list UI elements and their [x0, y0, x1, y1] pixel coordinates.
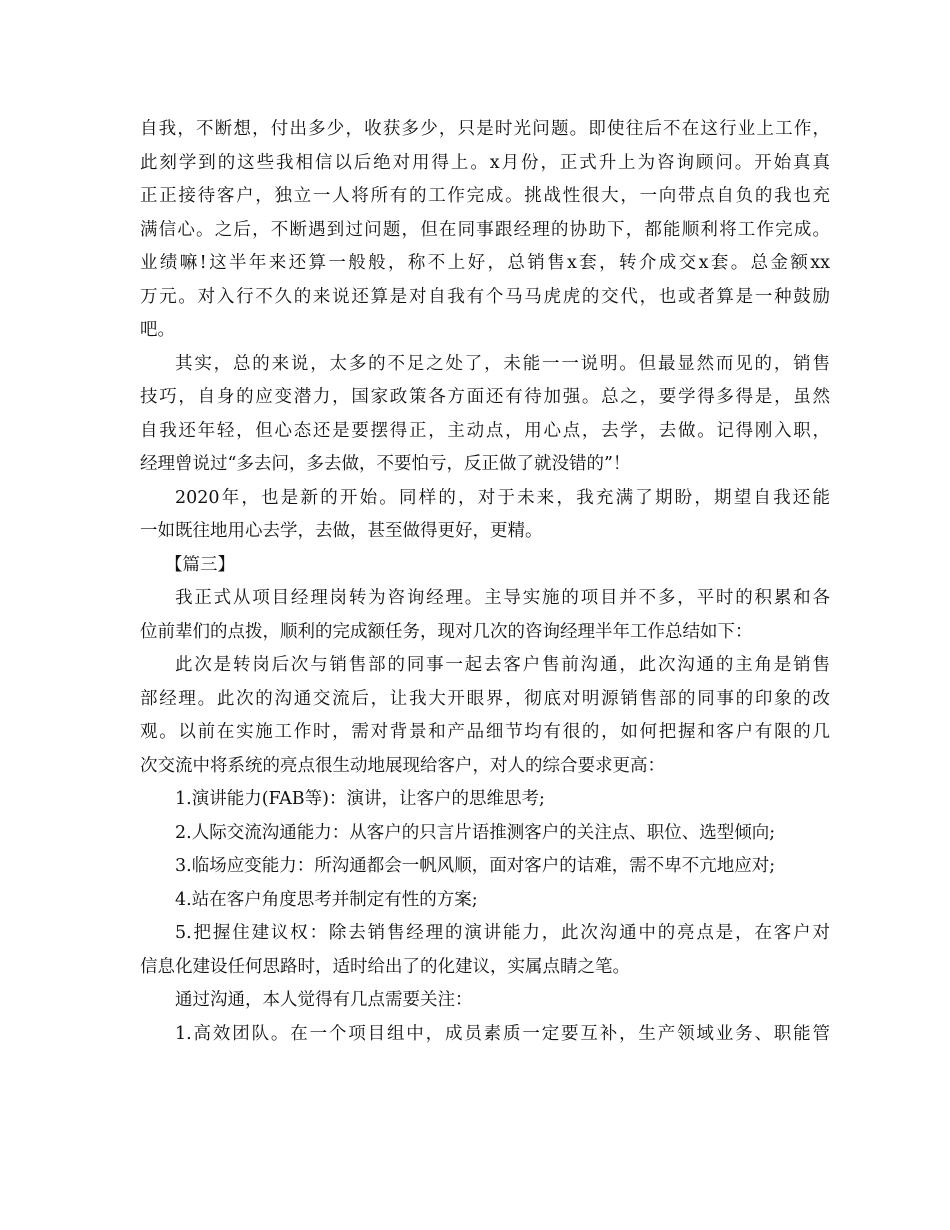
paragraph-first-line: 我正式从项目经理岗转为咨询经理。主导实施的项目并不多，平时的积累和各 — [175, 588, 830, 608]
text-line: 自我还年轻，但心态还是要摆得正，主动点，用心点，去学，去做。记得刚入职， — [140, 420, 830, 441]
text-line: 观。以前在实施工作时，需对背景和产品细节均有很的，如何把握和客户有限的几 — [140, 722, 830, 742]
text-line: 位前辈们的点拨，顺利的完成额任务，现对几次的咨询经理半年工作总结如下： — [140, 621, 753, 642]
text-line: 信息化建设任何思路时，适时给出了的化建议，实属点睛之笔。 — [140, 956, 630, 977]
list-item: 5.把握住建议权：除去销售经理的演讲能力，此次沟通中的亮点是，在客户对 — [175, 923, 830, 943]
text-line: 满信心。之后，不断遇到过问题，但在同事跟经理的协助下，都能顺利将工作完成。 — [140, 219, 830, 240]
list-item: 4.站在客户角度思考并制定有性的方案; — [175, 889, 478, 910]
section-heading: 【篇三】 — [165, 554, 235, 575]
text-line: 技巧，自身的应变潜力，国家政策各方面还有待加强。总之，要学得多得是，虽然 — [140, 387, 830, 407]
paragraph-first-line: 通过沟通，本人觉得有几点需要关注： — [175, 990, 473, 1010]
text-line: 次交流中将系统的亮点很生动地展现给客户，对人的综合要求更高： — [140, 755, 665, 776]
list-item: 2.人际交流沟通能力：从客户的只言片语推测客户的关注点、职位、选型倾向; — [175, 822, 776, 843]
text-line: 业绩嘛!这半年来还算一般般，称不上好，总销售x套，转介成交x套。总金额xx — [140, 253, 830, 273]
paragraph-first-line: 此次是转岗后次与销售部的同事一起去客户售前沟通，此次沟通的主角是销售 — [175, 655, 830, 675]
document-body — [140, 113, 830, 1051]
list-item: 1.演讲能力(FAB等)：演讲，让客户的思维思考; — [175, 789, 545, 809]
text-line: 正正接待客户，独立一人将所有的工作完成。挑战性很大，一向带点自负的我也充 — [140, 186, 830, 206]
text-line: 经理曾说过“多去问，多去做，不要怕亏，反正做了就没错的”！ — [140, 454, 631, 474]
list-item: 1.高效团队。在一个项目组中，成员素质一定要互补，生产领域业务、职能管 — [175, 1023, 830, 1044]
text-line: 此刻学到的这些我相信以后绝对用得上。x月份，正式升上为咨询顾问。开始真真 — [140, 152, 830, 173]
paragraph-first-line: 其实，总的来说，太多的不足之处了，未能一一说明。但最显然而见的，销售 — [175, 353, 830, 374]
list-item: 3.临场应变能力：所沟通都会一帆风顺，面对客户的诘难，需不卑不亢地应对; — [175, 856, 776, 876]
text-line: 吧。 — [140, 320, 175, 340]
paragraph-first-line: 2020年，也是新的开始。同样的，对于未来，我充满了期盼，期望自我还能 — [175, 487, 830, 508]
text-line: 部经理。此次的沟通交流后，让我大开眼界，彻底对明源销售部的同事的印象的改 — [140, 688, 830, 709]
text-line: 万元。对入行不久的来说还算是对自我有个马马虎虎的交代，也或者算是一种鼓励 — [140, 286, 830, 307]
text-line: 一如既往地用心去学，去做，甚至做得更好，更精。 — [140, 521, 543, 541]
text-line: 自我，不断想，付出多少，收获多少，只是时光问题。即使往后不在这行业上工作， — [140, 119, 830, 139]
